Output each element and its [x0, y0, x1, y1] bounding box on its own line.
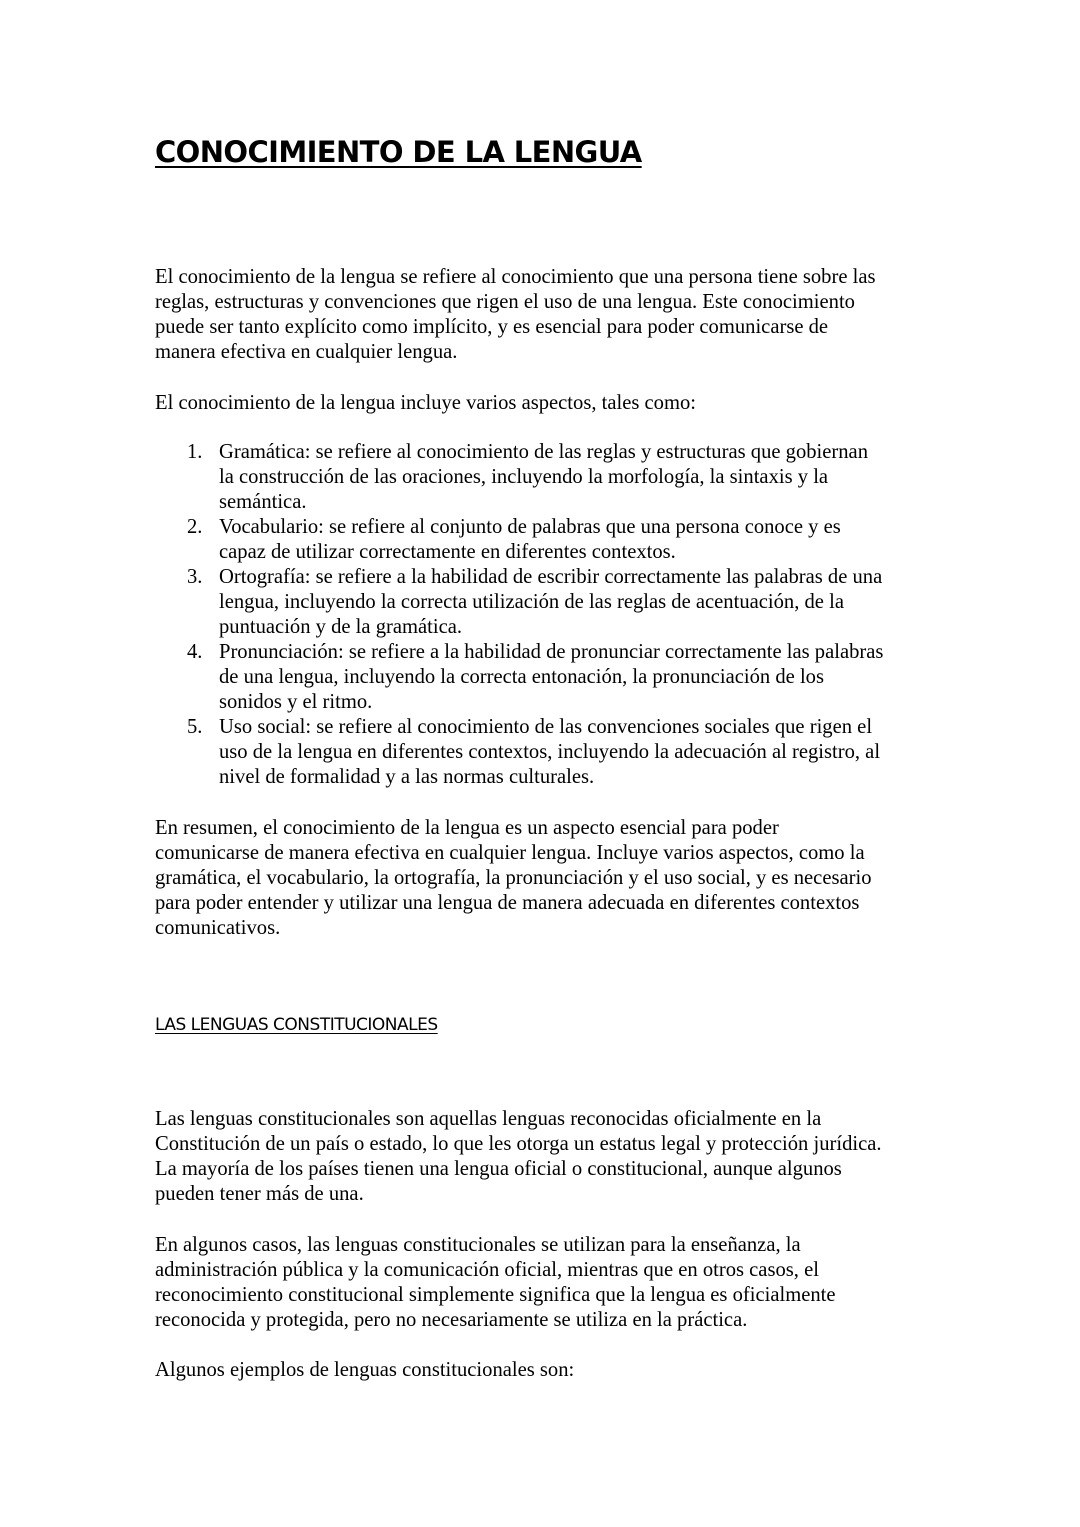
list-item-line: de una lengua, incluyendo la correcta entonación, la pronunciación de los [219, 666, 824, 688]
paragraph-line: reconocimiento constitucional simplemente significa que la lengua es oficialmente [155, 1284, 836, 1306]
paragraph-line: Constitución de un país o estado, lo que les otorga un estatus legal y protección jurídica. [155, 1133, 882, 1155]
list-item-number: 2. [187, 516, 203, 538]
paragraph-line: El conocimiento de la lengua se refiere al conocimiento que una persona tiene sobre las [155, 266, 876, 288]
list-item-line: la construcción de las oraciones, incluyendo la morfología, la sintaxis y la [219, 466, 829, 488]
list-item-line: lengua, incluyendo la correcta utilización de las reglas de acentuación, de la [219, 591, 844, 613]
list-item-line: puntuación y de la gramática. [219, 616, 463, 638]
paragraph-line: para poder entender y utilizar una lengua de manera adecuada en diferentes contextos [155, 892, 860, 914]
aspects-intro-paragraph: El conocimiento de la lengua incluye varios aspectos, tales como: [155, 392, 696, 414]
paragraph-line: Las lenguas constitucionales son aquellas lenguas reconocidas oficialmente en la [155, 1108, 822, 1130]
section-heading: LAS LENGUAS CONSTITUCIONALES [155, 1015, 438, 1035]
list-item-line: Vocabulario: se refiere al conjunto de palabras que una persona conoce y es [219, 516, 841, 538]
list-item-number: 3. [187, 566, 203, 588]
paragraph-line: reconocida y protegida, pero no necesariamente se utiliza en la práctica. [155, 1309, 748, 1331]
list-item [155, 640, 883, 715]
paragraph-line: manera efectiva en cualquier lengua. [155, 341, 458, 363]
paragraph-line: administración pública y la comunicación oficial, mientras que en otros casos, el [155, 1259, 819, 1281]
paragraph-line: comunicativos. [155, 917, 281, 939]
summary-paragraph [155, 816, 872, 941]
list-item-line: Uso social: se refiere al conocimiento de las convenciones sociales que rigen el [219, 716, 873, 738]
paragraph-line: En resumen, el conocimiento de la lengua es un aspecto esencial para poder [155, 817, 779, 839]
list-item-line: semántica. [219, 491, 307, 513]
list-item [155, 515, 883, 565]
list-item-line: uso de la lengua en diferentes contextos, incluyendo la adecuación al registro, al [219, 741, 881, 763]
paragraph-line: En algunos casos, las lenguas constitucionales se utilizan para la enseñanza, la [155, 1234, 801, 1256]
paragraph-line: gramática, el vocabulario, la ortografía, la pronunciación y el uso social, y es necesario [155, 867, 872, 889]
paragraph-line: La mayoría de los países tienen una lengua oficial o constitucional, aunque algunos [155, 1158, 842, 1180]
paragraph-line: reglas, estructuras y convenciones que rigen el uso de una lengua. Este conocimiento [155, 291, 855, 313]
paragraph-line: comunicarse de manera efectiva en cualquier lengua. Incluye varios aspectos, como la [155, 842, 865, 864]
examples-intro-paragraph: Algunos ejemplos de lenguas constitucionales son: [155, 1359, 575, 1381]
aspects-list [155, 440, 883, 790]
list-item-number: 5. [187, 716, 203, 738]
usage-paragraph [155, 1233, 836, 1333]
list-item-line: sonidos y el ritmo. [219, 691, 373, 713]
list-item-number: 1. [187, 441, 203, 463]
paragraph-line: puede ser tanto explícito como implícito, y es esencial para poder comunicarse de [155, 316, 829, 338]
constitutional-languages-paragraph [155, 1107, 882, 1207]
paragraph-line: pueden tener más de una. [155, 1183, 364, 1205]
list-item [155, 715, 883, 790]
list-item-line: Pronunciación: se refiere a la habilidad de pronunciar correctamente las palabras [219, 641, 884, 663]
list-item-line: capaz de utilizar correctamente en diferentes contextos. [219, 541, 676, 563]
page-title: CONOCIMIENTO DE LA LENGUA [155, 135, 642, 169]
list-item-line: Ortografía: se refiere a la habilidad de escribir correctamente las palabras de una [219, 566, 883, 588]
list-item [155, 565, 883, 640]
list-item-line: Gramática: se refiere al conocimiento de las reglas y estructuras que gobiernan [219, 441, 868, 463]
intro-paragraph [155, 265, 876, 365]
list-item-line: nivel de formalidad y a las normas culturales. [219, 766, 595, 788]
list-item-number: 4. [187, 641, 203, 663]
list-item [155, 440, 883, 515]
